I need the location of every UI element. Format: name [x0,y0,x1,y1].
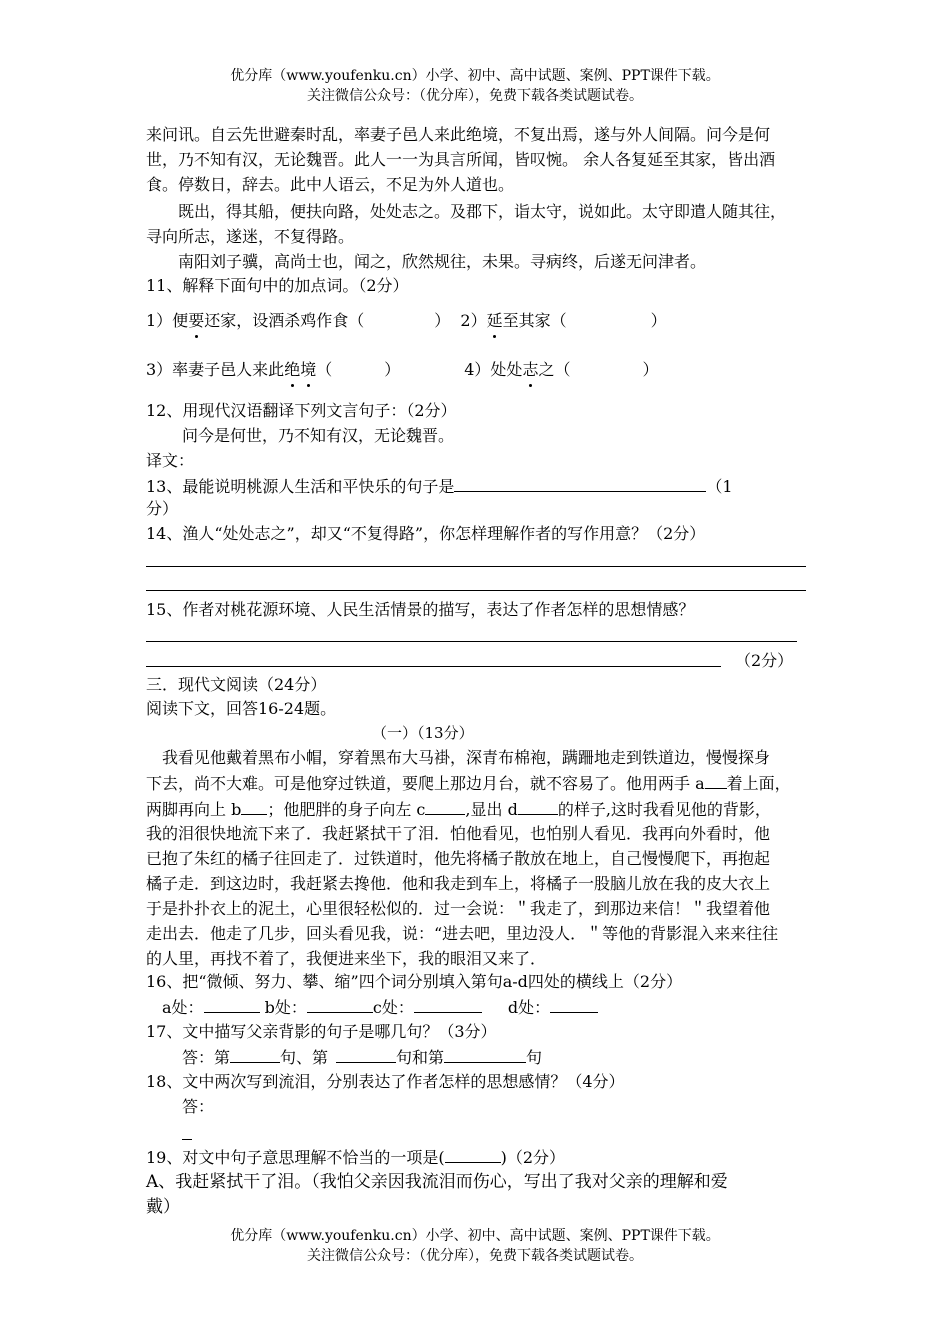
question-17-answer [182,1046,542,1069]
reading-text: 着上面， [726,774,791,793]
emphasis-dot: 要 [188,311,205,330]
answer-blank[interactable] [445,1146,501,1163]
emphasis-dot: 境 [300,360,317,379]
question-18-answer-label: 答： [182,1097,215,1116]
label-b: b处： [264,998,307,1017]
reading-line [146,772,791,795]
translation-label: 译文： [146,451,195,470]
answer-text: 句 [526,1048,543,1067]
passage-line: 世，乃不知有汉，无论魏晋。此人一一为具言所闻，皆叹惋。 余人各复延至其家，皆出酒 [146,150,776,169]
answer-line[interactable] [182,1139,192,1140]
q11-item-1: 1）便要还家，设酒杀鸡作食（ [146,311,365,330]
option-a-line-1: A、我赶紧拭干了泪。（我怕父亲因我流泪而伤心，写出了我对父亲的理解和爱 [146,1172,728,1192]
q11-item-3: 3）率妻子邑人来此绝境（ [146,360,333,379]
emphasis-dot: 志 [522,360,539,379]
footer-line-2: 关注微信公众号：（优分库），免费下载各类试题试卷。 [307,1248,643,1264]
reading-text: 的样子,这时我看见他的背影， [557,800,771,819]
question-19-stem-text: 19、对文中句子意思理解不恰当的一项是( [146,1148,445,1167]
question-11-items-1-2: 1）便要还家，设酒杀鸡作食（ ） 2）延至其家（ ） [146,311,667,330]
question-11-items-3-4: 3）率妻子邑人来此绝境（ ） 4）处处志之（ ） [146,360,659,379]
passage-line: 来问讯。自云先世避秦时乱，率妻子邑人来此绝境，不复出焉，遂与外人间隔。问今是何 [146,125,771,144]
passage-line: 南阳刘子骥，高尚士也，闻之，欣然规往，未果。寻病终，后遂无问津者。 [178,252,707,271]
question-19-score: )（2分） [500,1148,566,1167]
answer-blank-c[interactable] [414,996,482,1013]
footer-line-1: 优分库（www.youfenku.cn）小学、初中、高中试题、案例、PPT课件下载。 [230,1228,720,1244]
question-13-stem: 13、最能说明桃源人生活和平快乐的句子是 [146,477,455,496]
question-13-score-cont: 分） [146,499,179,518]
section-3-title: 三．现代文阅读（24分） [146,675,327,694]
question-17-stem: 17、文中描写父亲背影的句子是哪几句？（3分） [146,1022,497,1041]
question-19-stem [146,1146,565,1169]
answer-text: 句、第 [280,1048,329,1067]
answer-blank-d[interactable] [550,996,598,1013]
question-15-score: （2分） [735,651,794,670]
question-18-stem: 18、文中两次写到流泪，分别表达了作者怎样的思想感情？（4分） [146,1072,625,1091]
answer-line[interactable] [146,566,806,567]
reading-line: 我看见他戴着黑布小帽，穿着黑布大马褂，深青布棉袍，蹒跚地走到铁道边，慢慢探身 [162,748,771,767]
section-3-subtitle: （一）（13分） [372,724,474,742]
passage-line: 寻向所志，遂迷，不复得路。 [146,227,355,246]
answer-line[interactable] [146,666,721,667]
question-12-sentence: 问今是何世，乃不知有汉，无论魏晋。 [182,426,455,445]
answer-text: 句和第 [396,1048,445,1067]
reading-text: 两脚再向上 b [146,800,242,819]
reading-line: 走出去．他走了几步，回头看见我，说：“进去吧，里边没人．＂等他的背影混入来来往往 [146,924,779,943]
passage-line: 食。停数日，辞去。此中人语云，不足为外人道也。 [146,175,515,194]
answer-blank[interactable] [444,1046,526,1063]
reading-line [146,798,771,821]
label-c: c处： [372,998,414,1017]
header-line-1: 优分库（www.youfenku.cn）小学、初中、高中试题、案例、PPT课件下载。 [230,68,720,84]
answer-blank-b[interactable] [307,996,373,1013]
header-line-2: 关注微信公众号：（优分库），免费下载各类试题试卷。 [307,88,643,104]
answer-text: 答：第 [182,1048,231,1067]
answer-blank[interactable] [336,1046,396,1063]
answer-blank-a[interactable] [204,996,260,1013]
emphasis-dot: 延 [486,311,503,330]
question-14-stem: 14、渔人“处处志之”，却又“不复得路”，你怎样理解作者的写作用意？（2分） [146,524,706,543]
reading-text: ；他肥胖的身子向左 c [267,800,426,819]
answer-blank[interactable] [230,1046,280,1063]
reading-text: 下去，尚不大难。可是他穿过铁道，要爬上那边月台，就不容易了。他用两手 a [146,774,705,793]
reading-line: 于是扑扑衣上的泥土，心里很轻松似的．过一会说：＂我走了，到那边来信！＂我望着他 [146,899,771,918]
question-11-stem: 11、解释下面句中的加点词。（2分） [146,276,409,295]
reading-line: 橘子走．到这边时，我赶紧去搀他．他和我走到车上，将橘子一股脑儿放在我的皮大衣上 [146,874,771,893]
option-a-line-2: 戴） [146,1197,180,1217]
blank-c[interactable] [425,798,465,815]
blank-b[interactable] [241,798,267,815]
reading-line: 我的泪很快地流下来了．我赶紧拭干了泪．怕他看见，也怕别人看见．我再向外看时，他 [146,824,771,843]
blank-a[interactable] [705,772,727,789]
label-d: d处： [507,998,551,1017]
question-13-score: （1 [706,477,733,496]
section-3-instruction: 阅读下文，回答16-24题。 [146,699,337,718]
answer-blank[interactable] [454,475,706,492]
answer-line[interactable] [146,641,797,642]
reading-line: 的人里，再找不着了，我便进来坐下，我的眼泪又来了． [146,949,547,968]
question-15-stem: 15、作者对桃花源环境、人民生活情景的描写，表达了作者怎样的思想情感？ [146,600,695,619]
passage-line: 既出，得其船，便扶向路，处处志之。及郡下，诣太守，说如此。太守即遣人随其往， [178,202,787,221]
label-a: a处： [162,998,204,1017]
question-13 [146,475,733,498]
question-12-stem: 12、用现代汉语翻译下列文言句子：（2分） [146,401,457,420]
blank-d[interactable] [518,798,558,815]
question-16-stem: 16、把“微倾、努力、攀、缩”四个词分别填入第句a-d四处的横线上（2分） [146,972,683,991]
emphasis-dot: 绝 [284,360,301,379]
reading-text: ,显出 d [465,800,518,819]
reading-line: 已抱了朱红的橘子往回走了．过铁道时，他先将橘子散放在地上，自己慢慢爬下，再抱起 [146,849,771,868]
question-16-blanks [162,996,598,1019]
answer-line[interactable] [146,590,806,591]
